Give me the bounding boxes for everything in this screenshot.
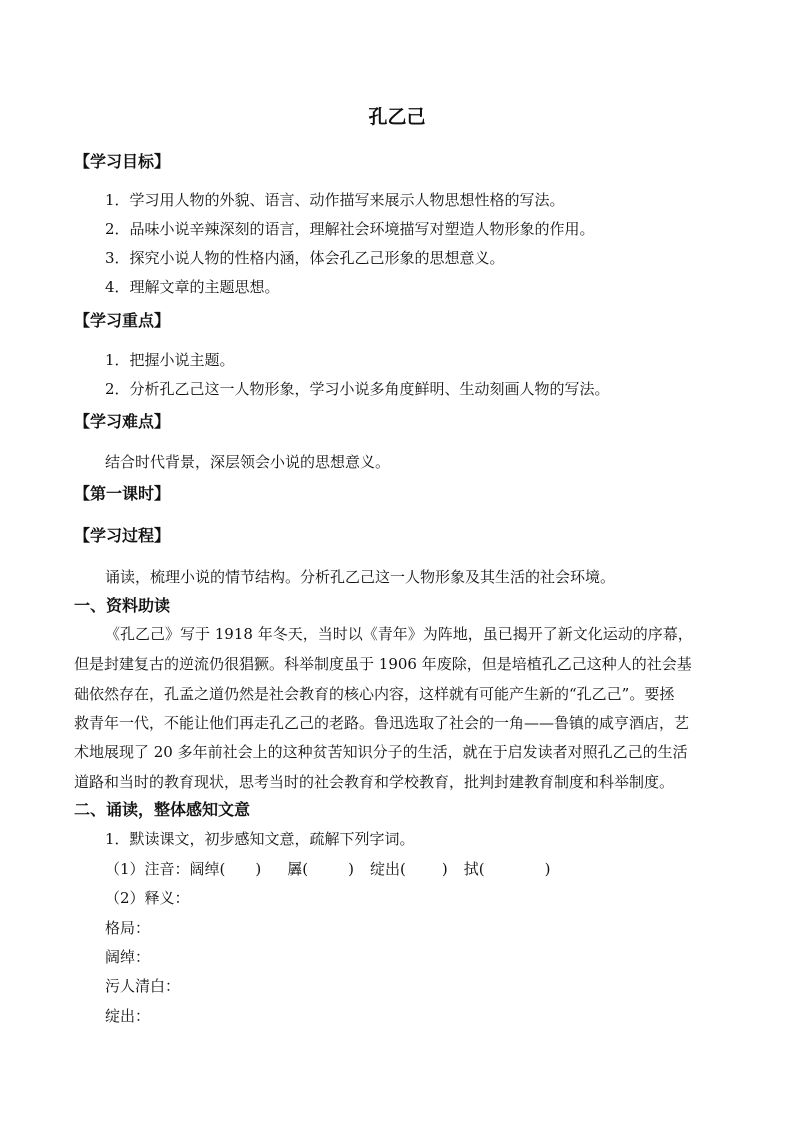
close-paren: ) bbox=[441, 860, 448, 878]
difficulty-heading: 【学习难点】 bbox=[74, 412, 171, 431]
pronunciation-label: （1）注音： bbox=[105, 860, 190, 878]
section2-heading: 二、诵读，整体感知文意 bbox=[74, 800, 251, 819]
section1-line: 但是封建复古的逆流仍很猖獗。科举制度虽于 1906 年废除，但是培植孔乙己这种人的社会基 bbox=[74, 655, 692, 673]
objective-item: 3．探究小说人物的性格内涵，体会孔乙己形象的思想意义。 bbox=[105, 249, 505, 267]
definition-label: （2）释义： bbox=[105, 889, 190, 907]
section1-line: 道路和当时的教育现状，思考当时的社会教育和学校教育，批判封建教育制度和科举制度。 bbox=[74, 773, 675, 791]
objectives-heading: 【学习目标】 bbox=[74, 152, 171, 171]
definition-item: 阔绰： bbox=[105, 948, 151, 966]
pronunciation-word: 绽出( bbox=[369, 860, 406, 878]
process-intro: 诵读，梳理小说的情节结构。分析孔乙己这一人物形象及其生活的社会环境。 bbox=[105, 568, 616, 586]
objective-item: 2．品味小说辛辣深刻的语言，理解社会环境描写对塑造人物形象的作用。 bbox=[105, 220, 595, 238]
page-title: 孔乙己 bbox=[368, 106, 426, 128]
section1-line: 《孔乙己》写于 1918 年冬天，当时以《青年》为阵地，虽已揭开了新文化运动的序幕， bbox=[105, 625, 693, 643]
definition-item: 格局： bbox=[105, 919, 151, 937]
section1-line: 救青年一代，不能让他们再走孔乙己的老路。鲁迅选取了社会的一角——鲁镇的咸亨酒店，艺 bbox=[74, 714, 690, 732]
objective-item: 4．理解文章的主题思想。 bbox=[105, 278, 280, 296]
pronunciation-row bbox=[105, 859, 550, 879]
difficulty-text: 结合时代背景，深层领会小说的思想意义。 bbox=[105, 453, 391, 471]
objective-item: 1．学习用人物的外貌、语言、动作描写来展示人物思想性格的写法。 bbox=[105, 191, 565, 209]
definition-item: 污人清白： bbox=[105, 977, 181, 995]
process-heading: 【学习过程】 bbox=[74, 526, 171, 545]
section1-heading: 一、资料助读 bbox=[74, 596, 171, 615]
close-paren: ) bbox=[255, 860, 262, 878]
lesson-heading: 【第一课时】 bbox=[74, 484, 171, 503]
key-point-item: 1．把握小说主题。 bbox=[105, 351, 235, 369]
section1-line: 础依然存在，孔孟之道仍然是社会教育的核心内容，这样就有可能产生新的“孔乙己”。要拯 bbox=[74, 685, 675, 703]
definition-item: 绽出： bbox=[105, 1007, 151, 1025]
pronunciation-word: 阔绰( bbox=[189, 860, 226, 878]
key-points-heading: 【学习重点】 bbox=[74, 311, 171, 330]
close-paren: ) bbox=[348, 860, 354, 878]
section1-line: 术地展现了 20 多年前社会上的这种贫苦知识分子的生活，就在于启发读者对照孔乙己的生活 bbox=[74, 743, 688, 761]
close-paren: ) bbox=[544, 860, 551, 878]
section2-task: 1．默读课文，初步感知文意，疏解下列字词。 bbox=[105, 830, 415, 848]
key-point-item: 2．分析孔乙己这一人物形象，学习小说多角度鲜明、生动刻画人物的写法。 bbox=[105, 380, 610, 398]
pronunciation-word: 拭( bbox=[463, 860, 485, 878]
pronunciation-word: 羼( bbox=[287, 860, 309, 878]
